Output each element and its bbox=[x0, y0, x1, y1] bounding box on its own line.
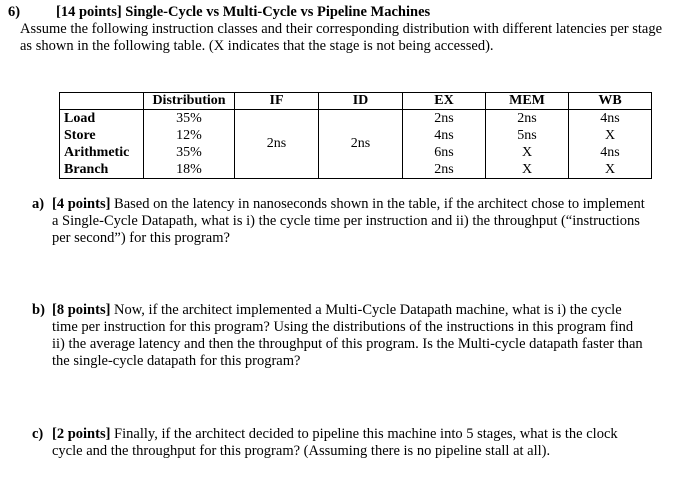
distribution-branch: 18% bbox=[176, 162, 202, 177]
row-label-store: Store bbox=[64, 128, 96, 143]
latency-table bbox=[59, 92, 652, 179]
ex-latency-cell bbox=[403, 110, 486, 179]
wb-branch: X bbox=[604, 162, 616, 177]
distribution-load: 35% bbox=[176, 111, 202, 126]
table-body-row bbox=[60, 110, 652, 179]
question-heading bbox=[8, 4, 430, 21]
mem-latency-cell bbox=[486, 110, 569, 179]
mem-load: 2ns bbox=[517, 111, 537, 126]
row-label-load: Load bbox=[64, 111, 96, 126]
ex-load: 2ns bbox=[434, 111, 454, 126]
row-labels-cell bbox=[60, 110, 144, 179]
mem-store: 5ns bbox=[517, 128, 537, 143]
if-latency-cell: 2ns bbox=[235, 110, 319, 179]
part-b-label: b) bbox=[32, 302, 45, 318]
part-c-points: [2 points] bbox=[52, 426, 111, 442]
part-c-text: Finally, if the architect decided to pipeline this machine into 5 stages, what is the clock cycle and the throughput for this program? (Assuming there is no pipeline stall at all). bbox=[52, 426, 618, 459]
header-cell-mem: MEM bbox=[486, 93, 569, 110]
distribution-arithmetic: 35% bbox=[176, 145, 202, 160]
ex-branch: 2ns bbox=[434, 162, 454, 177]
part-c bbox=[32, 426, 647, 460]
header-cell-id: ID bbox=[319, 93, 403, 110]
part-b bbox=[32, 302, 647, 370]
wb-load: 4ns bbox=[600, 111, 620, 126]
part-b-text: Now, if the architect implemented a Multi-Cycle Datapath machine, what is i) the cycle time per instruction for this program? Using the distributions of the instructions in this program find ii) the average latency and then the throughput of this program. Is the Multi-cycle datapath faster than the single-cycle datapath for this program? bbox=[52, 302, 643, 369]
question-number: 6) bbox=[8, 4, 21, 20]
mem-arithmetic: X bbox=[521, 145, 533, 160]
part-a bbox=[32, 196, 647, 247]
distribution-cell bbox=[144, 110, 235, 179]
table-header-row bbox=[60, 93, 652, 110]
header-cell-ex: EX bbox=[403, 93, 486, 110]
ex-store: 4ns bbox=[434, 128, 454, 143]
question-title: [14 points] Single-Cycle vs Multi-Cycle vs Pipeline Machines bbox=[56, 4, 431, 20]
part-b-points: [8 points] bbox=[52, 302, 111, 318]
header-cell-wb: WB bbox=[569, 93, 652, 110]
part-a-points: [4 points] bbox=[52, 196, 111, 212]
id-latency-cell: 2ns bbox=[319, 110, 403, 179]
row-label-branch: Branch bbox=[64, 162, 109, 177]
header-cell-blank bbox=[60, 93, 144, 110]
mem-branch: X bbox=[521, 162, 533, 177]
row-label-arithmetic: Arithmetic bbox=[64, 145, 130, 160]
header-cell-if: IF bbox=[235, 93, 319, 110]
part-a-text: Based on the latency in nanoseconds shown in the table, if the architect chose to implement a Single-Cycle Datapath, what is i) the cycle time per instruction and ii) the throughput (“instructions per second”) for this program? bbox=[52, 196, 645, 246]
question-intro: Assume the following instruction classes and their corresponding distribution with different latencies per stage as shown in the following table. (X indicates that the stage is not being accessed). bbox=[20, 21, 663, 54]
part-a-label: a) bbox=[32, 196, 45, 212]
header-cell-distribution: Distribution bbox=[144, 93, 235, 110]
wb-arithmetic: 4ns bbox=[600, 145, 620, 160]
part-c-label: c) bbox=[32, 426, 44, 442]
distribution-store: 12% bbox=[176, 128, 202, 143]
wb-store: X bbox=[604, 128, 616, 143]
wb-latency-cell bbox=[569, 110, 652, 179]
ex-arithmetic: 6ns bbox=[434, 145, 454, 160]
